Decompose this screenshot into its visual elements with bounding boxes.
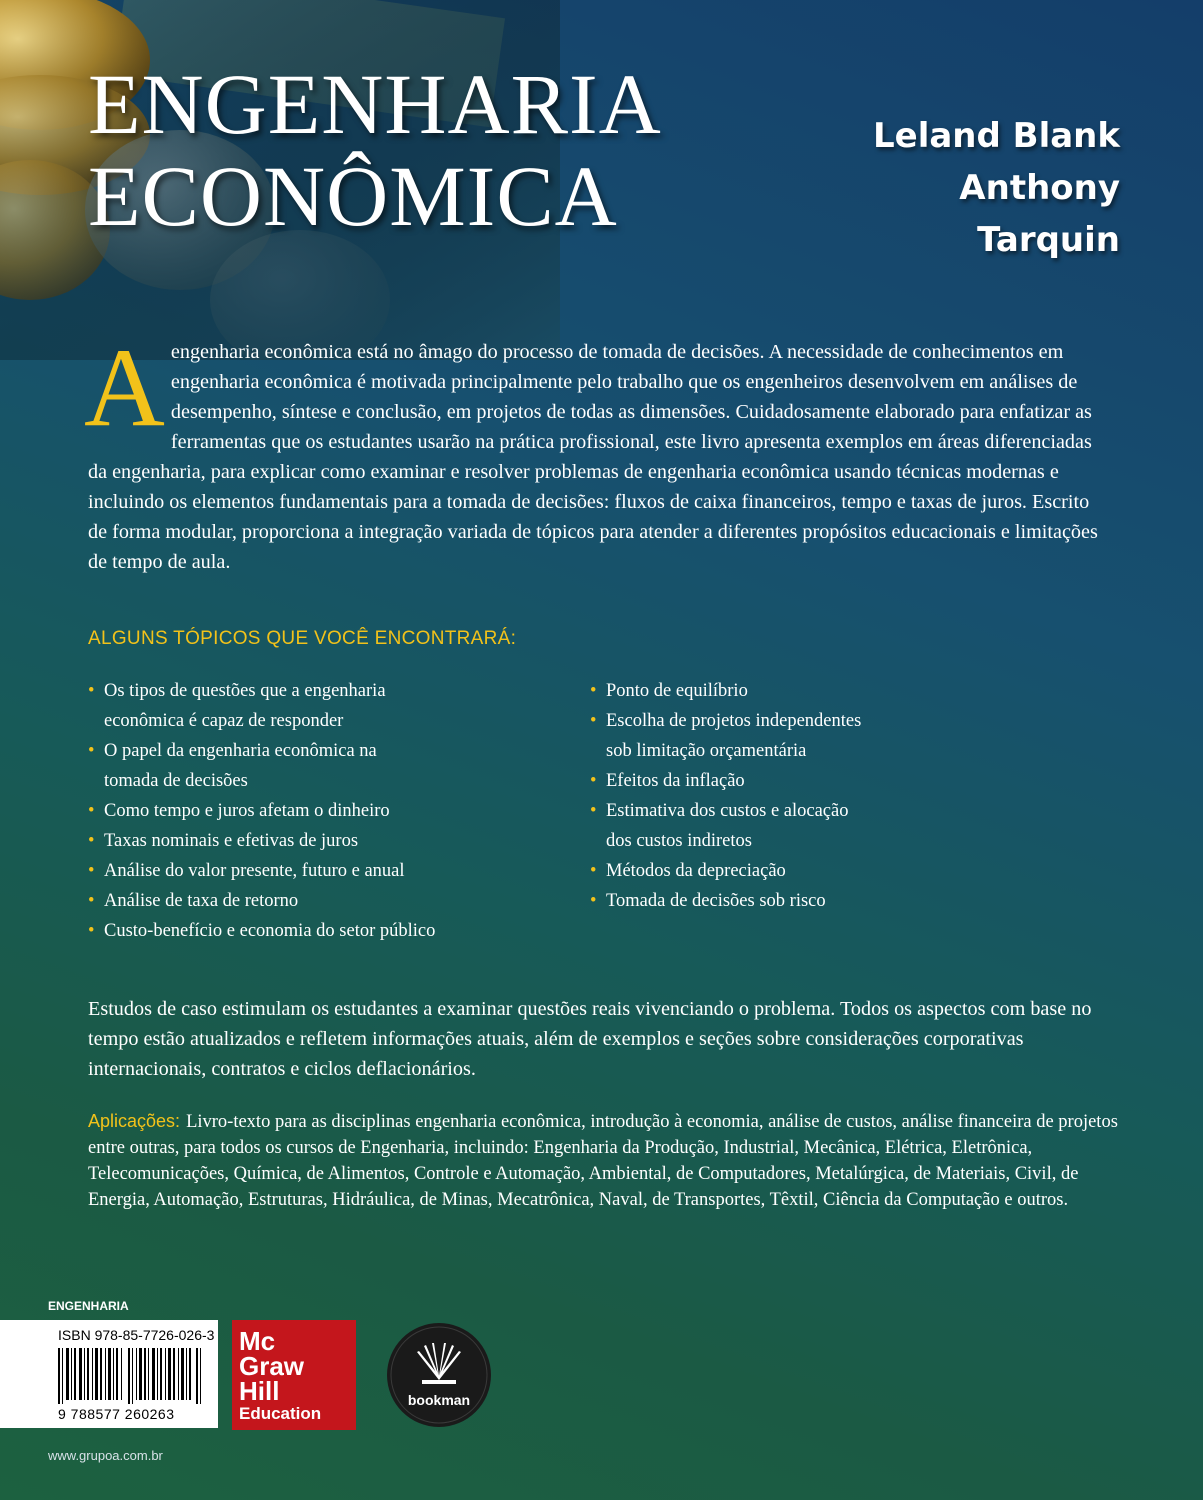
- bullet: •: [88, 681, 95, 701]
- mcgraw-hill-logo: [232, 1320, 356, 1430]
- topic-text: Taxas nominais e efetivas de juros: [104, 831, 359, 851]
- bullet: •: [88, 741, 95, 761]
- list-item: [88, 916, 508, 946]
- topic-text: Estimativa dos custos e alocação: [606, 801, 849, 821]
- topic-text: Ponto de equilíbrio: [606, 681, 748, 701]
- bullet: •: [590, 801, 597, 821]
- drop-cap: A: [84, 326, 165, 450]
- topic-text-cont: tomada de decisões: [104, 771, 248, 791]
- topics-list-right: [590, 676, 1010, 916]
- list-item: [88, 676, 508, 736]
- topics-list-left: [88, 676, 508, 946]
- list-item: [590, 886, 1010, 916]
- logo-line-4: Education: [239, 1404, 322, 1423]
- barcode-number: 9 788577 260263: [58, 1406, 175, 1422]
- topic-text: Custo-benefício e economia do setor público: [104, 921, 436, 941]
- bullet: •: [88, 861, 95, 881]
- authors: [820, 110, 1120, 266]
- title-line-2: ECONÔMICA: [88, 148, 618, 244]
- bullet: •: [88, 891, 95, 911]
- topics-heading: ALGUNS TÓPICOS QUE VOCÊ ENCONTRARÁ:: [88, 628, 517, 649]
- list-item: [88, 826, 508, 856]
- bullet: •: [590, 861, 597, 881]
- bullet: •: [590, 711, 597, 731]
- bullet: •: [88, 831, 95, 851]
- bullet: •: [590, 771, 597, 791]
- author-2: Anthony Tarquin: [959, 168, 1120, 260]
- list-item: [88, 796, 508, 826]
- topic-text-cont: sob limitação orçamentária: [606, 741, 807, 761]
- bullet: •: [88, 801, 95, 821]
- barcode-icon: [58, 1348, 208, 1404]
- logo-line-2: Graw: [239, 1351, 305, 1381]
- category-label: ENGENHARIA: [48, 1299, 129, 1313]
- barcode-box: [0, 1320, 218, 1428]
- list-item: [590, 796, 1010, 856]
- list-item: [590, 766, 1010, 796]
- case-studies-paragraph: Estudos de caso estimulam os estudantes a examinar questões reais vivenciando o problema. Todos os aspectos com base no tempo estão atualizados e refletem informações atuais, além de exemplos e seções sobre considerações corporativas internacionais, contratos e ciclos deflacionários.: [88, 998, 1092, 1080]
- isbn-text: ISBN 978-85-7726-026-3: [58, 1327, 215, 1343]
- list-item: [590, 706, 1010, 766]
- list-item: [88, 886, 508, 916]
- applications-label: Aplicações:: [88, 1111, 181, 1131]
- topic-text: Análise de taxa de retorno: [104, 891, 299, 911]
- website-url: www.grupoa.com.br: [48, 1448, 163, 1463]
- topic-text: Os tipos de questões que a engenharia: [104, 681, 386, 701]
- title-line-1: ENGENHARIA: [88, 56, 662, 152]
- bookman-label: bookman: [407, 1392, 471, 1408]
- bullet: •: [590, 681, 597, 701]
- topic-text-cont: econômica é capaz de responder: [104, 711, 344, 731]
- book-icon: [386, 1322, 492, 1428]
- bullet: •: [88, 921, 95, 941]
- topic-text: Análise do valor presente, futuro e anual: [104, 861, 405, 881]
- bullet: •: [590, 891, 597, 911]
- list-item: [590, 676, 1010, 706]
- intro-text: engenharia econômica está no âmago do processo de tomada de decisões. A necessidade de conhecimentos em engenharia econômica é motivada principalmente pelo trabalho que os engenheiros desenvolvem em análises de desempenho, síntese e conclusão, em projetos de todas as dimensões. Cuidadosamente elaborado para enfatizar as ferramentas que os estudantes usarão na prática profissional, este livro apresenta exemplos em áreas diferenciadas da engenharia, para explicar como examinar e resolver problemas de engenharia econômica usando técnicas modernas e incluindo os elementos fundamentais para a tomada de decisões: fluxos de caixa financeiros, tempo e taxas de juros. Escrito de forma modular, proporciona a integração variada de tópicos para atender a diferentes propósitos educacionais e limitações de tempo de aula.: [88, 341, 1098, 573]
- topic-text: Tomada de decisões sob risco: [606, 891, 826, 911]
- list-item: [88, 856, 508, 886]
- topic-text: Escolha de projetos independentes: [606, 711, 862, 731]
- topic-text: Métodos da depreciação: [606, 861, 786, 881]
- intro-paragraph: [84, 326, 1098, 577]
- topic-text: O papel da engenharia econômica na: [104, 741, 377, 761]
- book-title: [88, 58, 662, 242]
- logo-line-3: Hill: [239, 1376, 280, 1406]
- list-item: [88, 736, 508, 796]
- list-item: [590, 856, 1010, 886]
- topic-text-cont: dos custos indiretos: [606, 831, 752, 851]
- applications-text: Livro-texto para as disciplinas engenharia econômica, introdução à economia, análise de custos, análise financeira de projetos entre outras, para todos os cursos de Engenharia, incluindo: Engenharia da Produção, Industrial, Mecânica, Elétrica, Eletrônica, Telecomunicações, Química, de Alimentos, Controle e Automação, Ambiental, de Computadores, Metalúrgica, de Materiais, Civil, de Energia, Automação, Estruturas, Hidráulica, de Minas, Mecatrônica, Naval, de Transportes, Têxtil, Ciência da Computação e outros.: [88, 1112, 1118, 1210]
- topic-text: Como tempo e juros afetam o dinheiro: [104, 801, 390, 821]
- applications-paragraph: [88, 1108, 1118, 1213]
- author-1: Leland Blank: [872, 116, 1120, 156]
- topic-text: Efeitos da inflação: [606, 771, 745, 791]
- logo-line-1: Mc: [239, 1326, 276, 1356]
- bookman-logo: [386, 1322, 492, 1428]
